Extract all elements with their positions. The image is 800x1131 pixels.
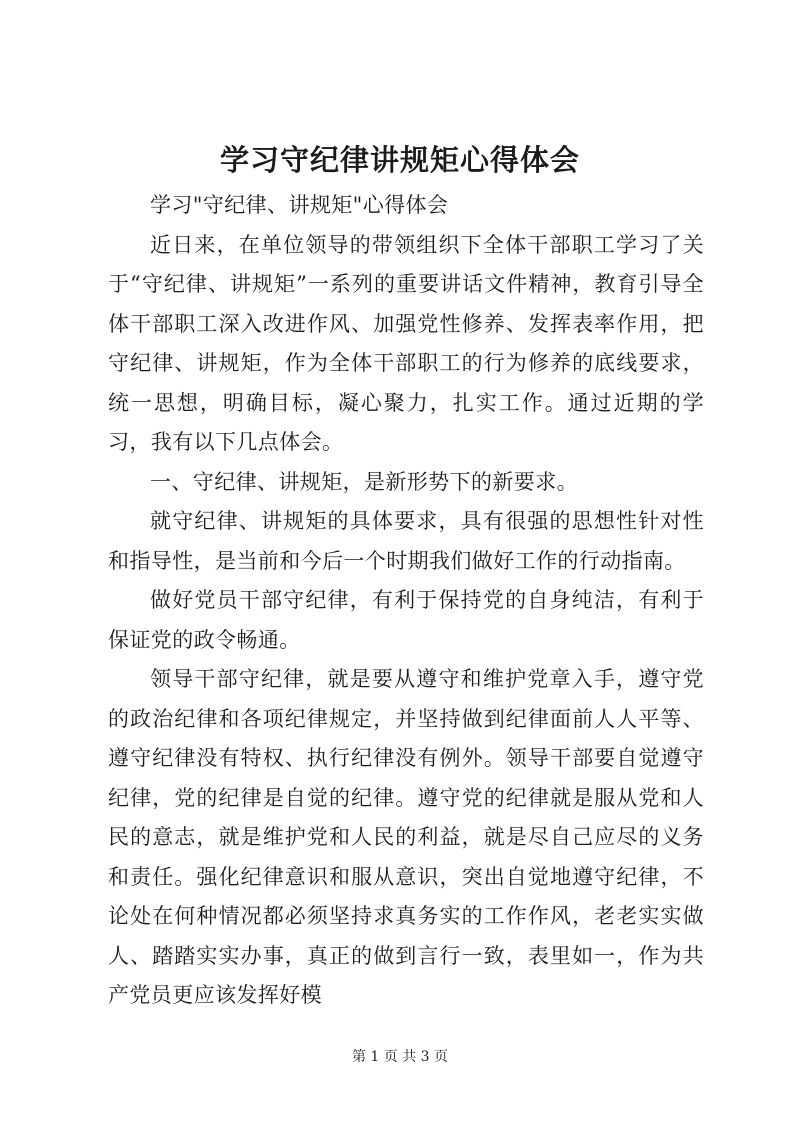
paragraph-section-heading: 一、守纪律、讲规矩，是新形势下的新要求。 — [150, 469, 578, 494]
paragraph-intro: 近日来，在单位领导的带领组织下全体干部职工学习了关于“守纪律、讲规矩”一系列的重要讲话文件精神，教育引导全体干部职工深入改进作风、加强党性修养、发挥表率作用，把守纪律、讲规矩，作为全体干部职工的行为修养的底线要求，统一思想，明确目标，凝心聚力，扎实工作。通过近期的学习，我有以下几点体会。 — [108, 232, 704, 454]
paragraph: 做好党员干部守纪律，有利于保持党的自身纯洁，有利于保证党的政令畅通。 — [108, 588, 704, 652]
paragraph: 就守纪律、讲规矩的具体要求，具有很强的思想性针对性和指导性，是当前和今后一个时期我们做好工作的行动指南。 — [108, 509, 704, 573]
document-body — [108, 186, 704, 1016]
document-title: 学习守纪律讲规矩心得体会 — [219, 143, 580, 177]
paragraph: 领导干部守纪律，就是要从遵守和维护党章入手，遵守党的政治纪律和各项纪律规定，并坚持做到纪律面前人人平等、遵守纪律没有特权、执行纪律没有例外。领导干部要自觉遵守纪律，党的纪律是自觉的纪律。遵守党的纪律就是服从党和人民的意志，就是维护党和人民的利益，就是尽自己应尽的义务和责任。强化纪律意识和服从意识，突出自觉地遵守纪律，不论处在何种情况都必须坚持求真务实的工作作风，老老实实做人、踏踏实实办事，真正的做到言行一致，表里如一，作为共产党员更应该发挥好模 — [108, 667, 704, 1007]
page-footer: 第 1 页 共 3 页 — [351, 1049, 449, 1065]
paragraph-subtitle: 学习"守纪律、讲规矩"心得体会 — [150, 193, 449, 217]
